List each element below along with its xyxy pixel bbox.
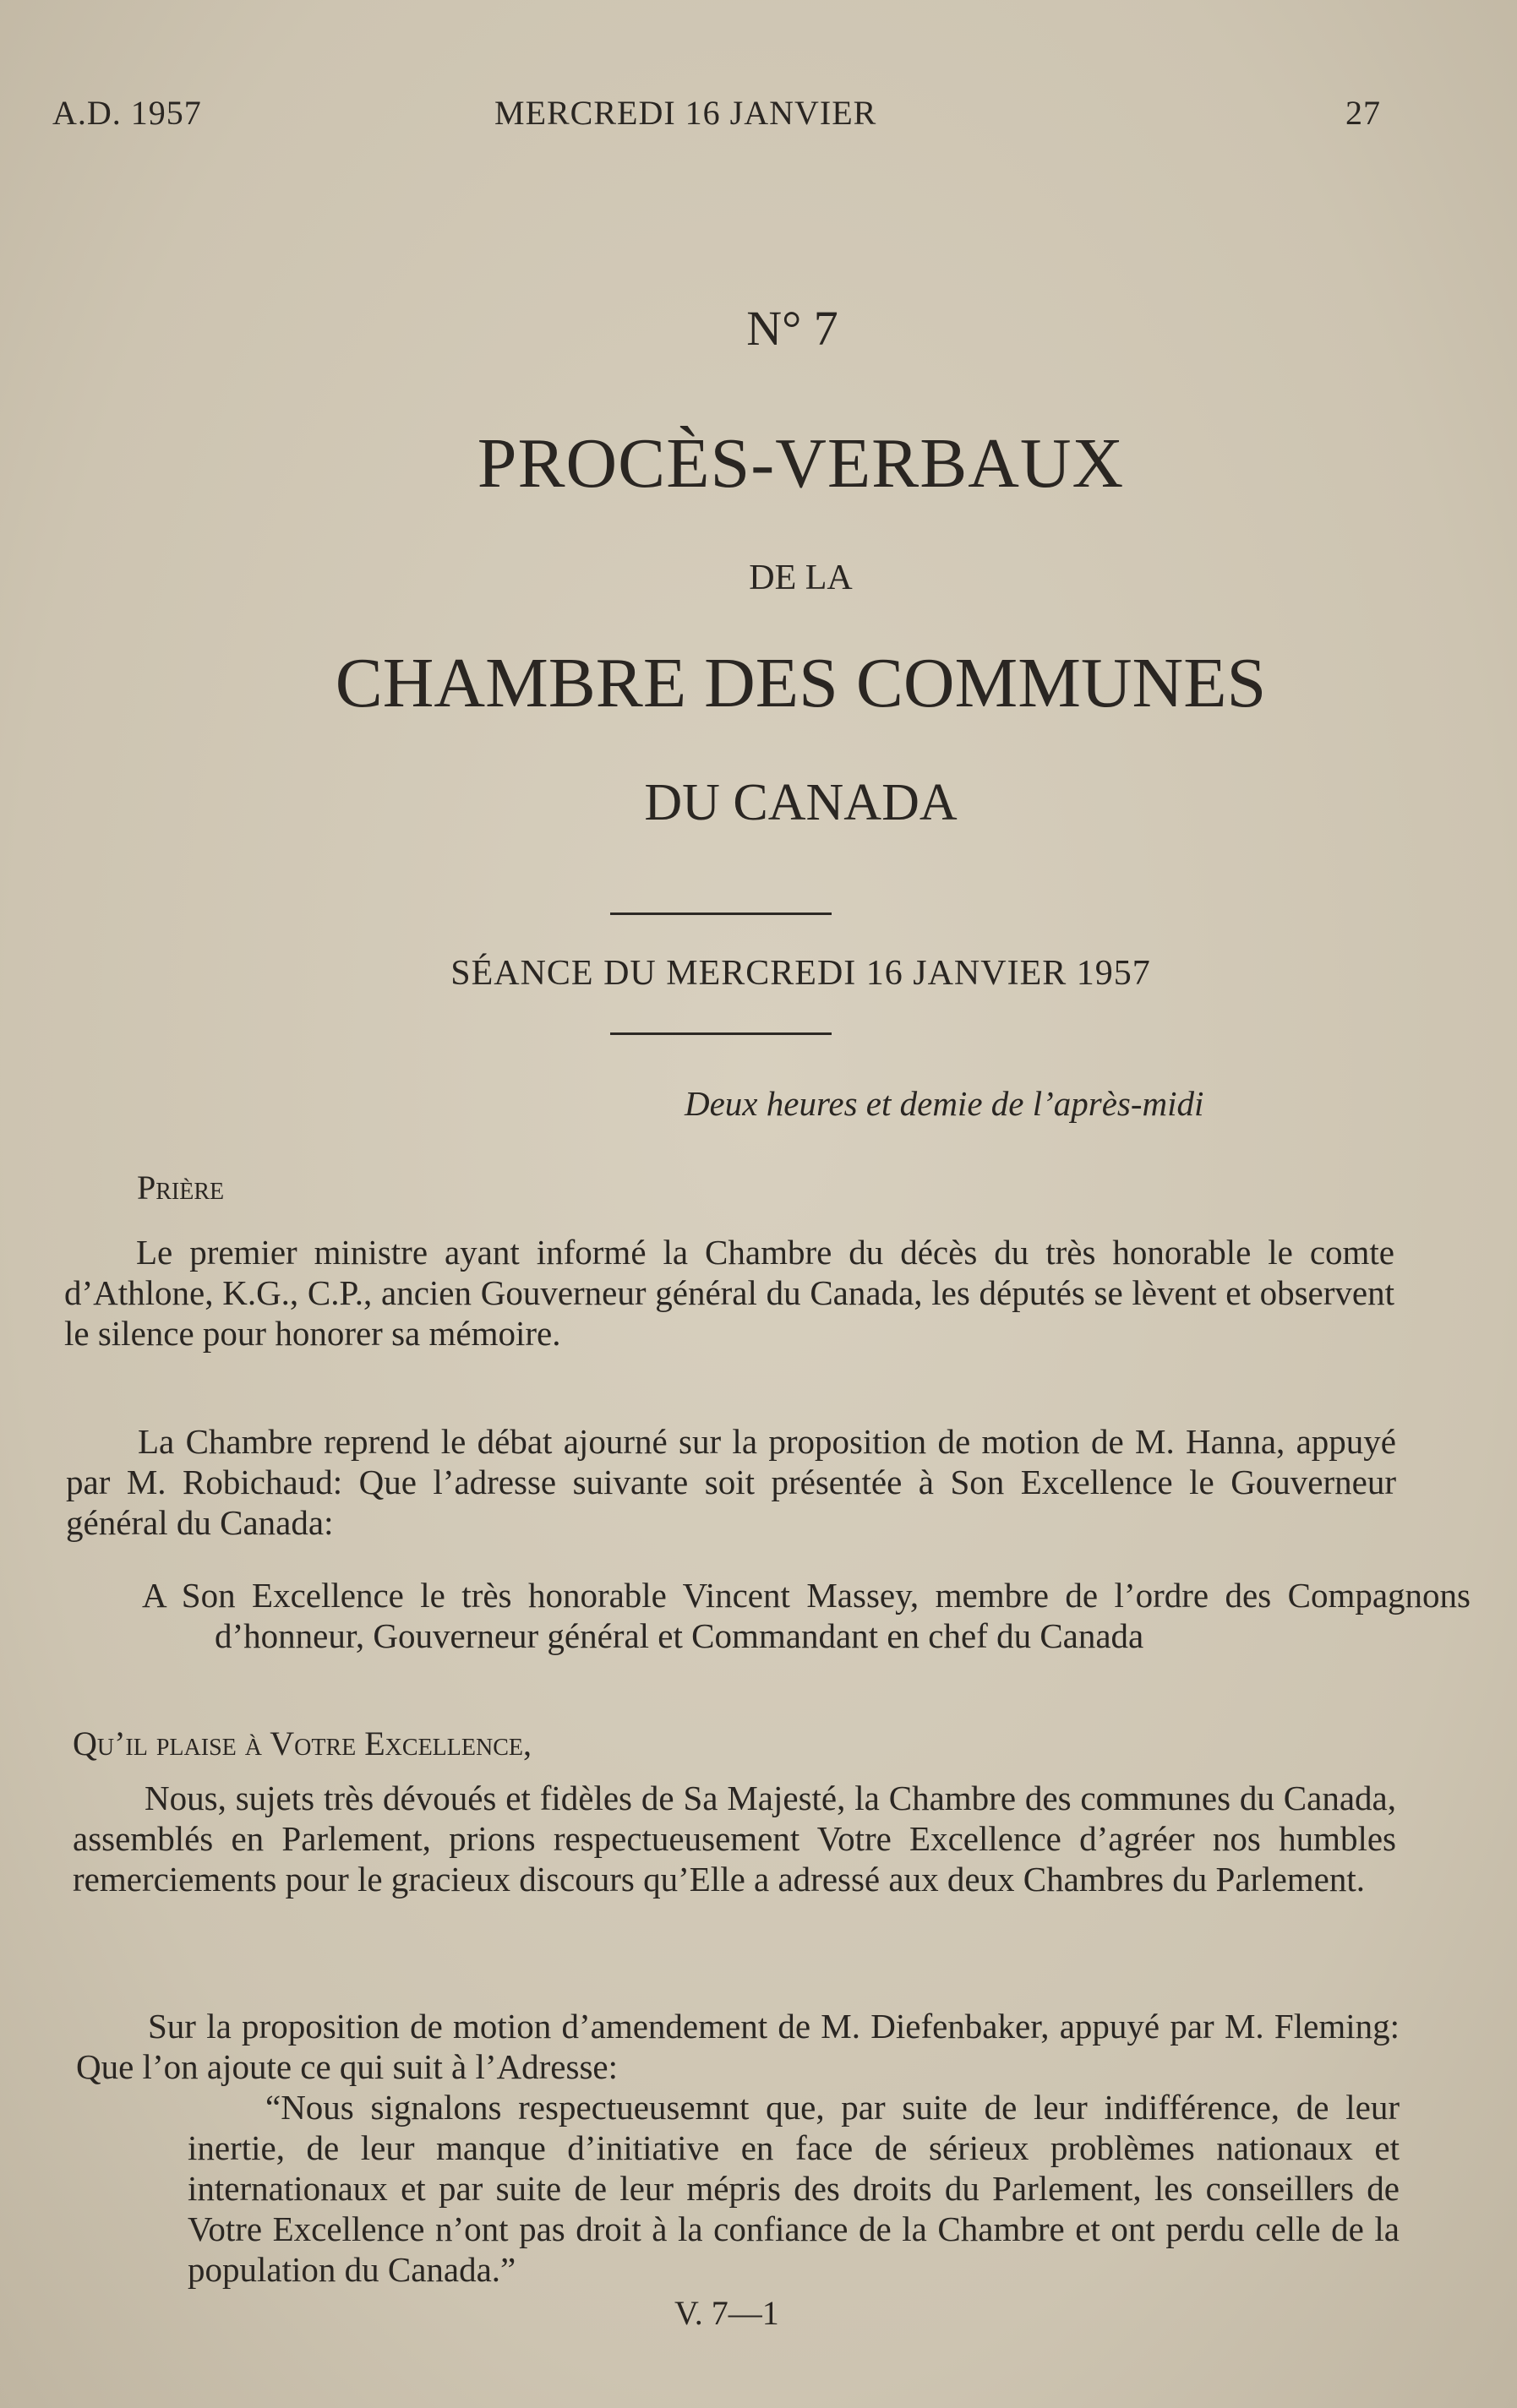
divider-bottom (610, 1032, 832, 1035)
issue-number: N° 7 (746, 301, 838, 356)
paragraph-deces: Le premier ministre ayant informé la Chambre du décès du très honorable le comte d’Athlone, K.G., C.P., ancien Gouverneur général du Canada, les députés se lèvent et observent le silence pour honorer sa mémoire. (64, 1233, 1394, 1353)
amendment-quote: “Nous signalons respectueusemnt que, par suite de leur indifférence, de leur inertie, de leur manque d’initiative en face de sérieux problèmes nationaux et internationaux et par suite de leur mépris des droits du Parlement, les conseillers de Votre Excellence n’ont pas droit à la confiance de la Chambre et ont perdu celle de la population du Canada.” (188, 2088, 1400, 2289)
sitting-time: Deux heures et demie de l’après-midi (685, 1084, 1204, 1123)
header-year: A.D. 1957 (52, 94, 202, 132)
title-connector: DE LA (749, 558, 853, 597)
header-page-number: 27 (1345, 94, 1381, 132)
divider-top (610, 913, 832, 915)
header-date: MERCREDI 16 JANVIER (494, 94, 877, 132)
country-name: DU CANADA (644, 774, 958, 831)
signature-mark: V. 7—1 (674, 2294, 779, 2332)
salutation: Qu’il plaise à Votre Excellence, (73, 1724, 532, 1762)
paragraph-amendement: Sur la proposition de motion d’amendement de M. Diefenbaker, appuyé par M. Fleming: Que l’on ajoute ce qui suit à l’Adresse: (76, 2007, 1400, 2086)
document-title: PROCÈS-VERBAUX (477, 424, 1125, 503)
heading-priere: Prière (137, 1169, 225, 1207)
paragraph-debat: La Chambre reprend le débat ajourné sur la proposition de motion de M. Hanna, appuyé par M. Robichaud: Que l’adresse suivante soit présentée à Son Excellence le Gouverneur général du Canada: (66, 1422, 1396, 1542)
sitting-title: SÉANCE DU MERCREDI 16 JANVIER 1957 (450, 954, 1151, 993)
paragraph-adresse: Nous, sujets très dévoués et fidèles de Sa Majesté, la Chambre des communes du Canada, assemblés en Parlement, prions respectueusement Votre Excellence d’agréer nos humbles remerciements pour le gracieux discours qu’Elle a adressé aux deux Chambres du Parlement. (73, 1779, 1396, 1899)
address-recipient: A Son Excellence le très honorable Vincent Massey, membre de l’ordre des Compagnons d’honneur, Gouverneur général et Commandant en chef du Canada (142, 1576, 1471, 1655)
house-name: CHAMBRE DES COMMUNES (335, 644, 1267, 722)
